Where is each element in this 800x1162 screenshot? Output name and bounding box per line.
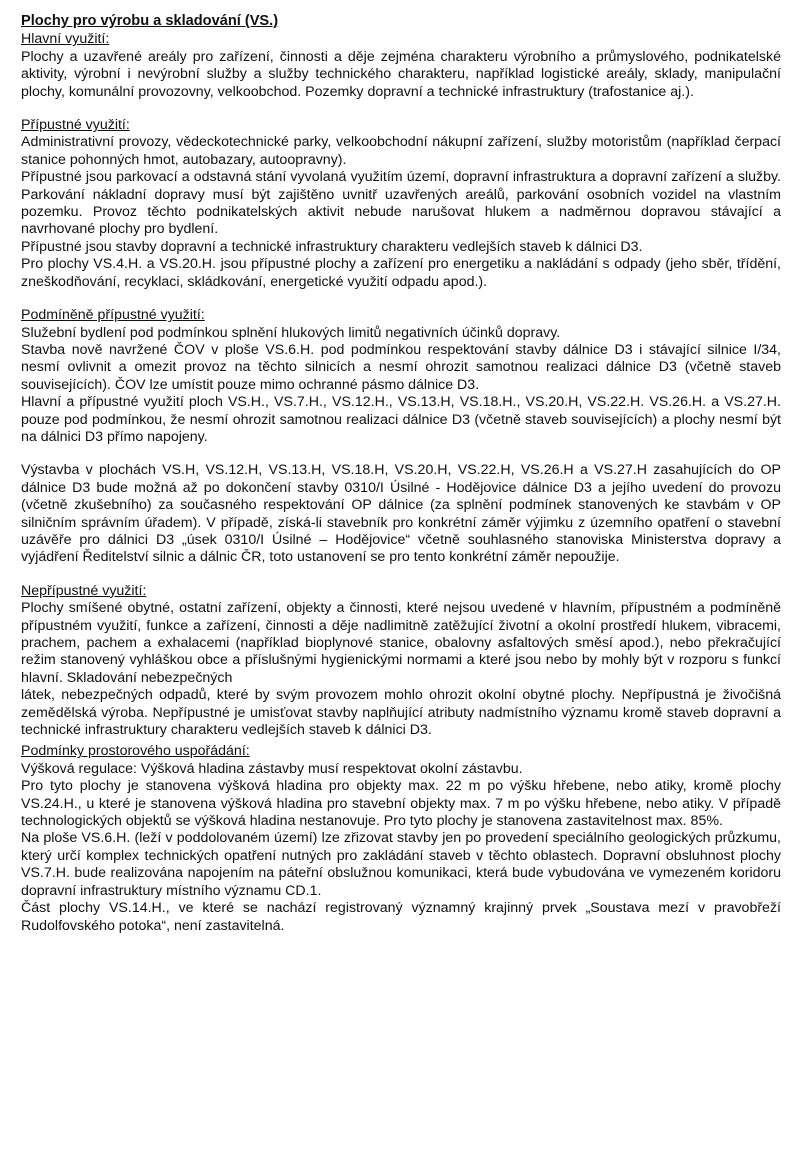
page-title: Plochy pro výrobu a skladování (VS.) bbox=[21, 13, 279, 29]
paragraph: Přípustné jsou parkovací a odstavná stání vyvolaná využitím území, dopravní infrastruktura a dopravní zařízení a služby. Parkování nákladní dopravy musí být zajištěno uvnitř uzavřených areálů, parkování osobních vozidel na vlastním pozemku. Provoz těchto podnikatelských aktivit nebude narušovat hlukem a nadměrnou dopravou stávající a navrhované plochy pro bydlení. bbox=[21, 169, 781, 238]
paragraph: Přípustné jsou stavby dopravní a technické infrastruktury charakteru vedlejších staveb k dálnici D3. bbox=[21, 238, 643, 255]
paragraph: Část plochy VS.14.H., ve které se nachází registrovaný významný krajinný prvek „Soustava mezí v pravobřeží Rudolfovského potoka“, není zastavitelná. bbox=[21, 900, 781, 934]
paragraph: Plochy smíšené obytné, ostatní zařízení, objekty a činnosti, které nejsou uvedené v hlavním, přípustném a podmíněně přípustném využití, funkce a zařízení, činnosti a děje nadlimitně zatěžující životní a okolní prostředí hlukem, vibracemi, prachem, pachem a exhalacemi (například bioplynové stanice, obalovny asfaltových směsí apod.), nebo překračující režim stanovený vyhláškou obce a příslušnými hygienickými normami a které jsou nebo by mohly být v rozporu s funkcí hlavní. Skladování nebezpečných bbox=[21, 600, 781, 686]
paragraph: Stavba nově navržené ČOV v ploše VS.6.H. pod podmínkou respektování stavby dálnice D3 i stávající silnice I/34, nesmí ovlivnit a omezit provoz na těchto silnicích a nesmí ohrozit samotnou realizaci dálnice D3 (včetně staveb souvisejících). ČOV lze umístit pouze mimo ochranné pásmo dálnice D3. bbox=[21, 341, 781, 393]
paragraph: Administrativní provozy, vědeckotechnické parky, velkoobchodní nákupní zařízení, služby motoristům (například čerpací stanice pohonných hmot, autobazary, autoopravny). bbox=[21, 134, 781, 168]
paragraph: Pro plochy VS.4.H. a VS.20.H. jsou přípustné plochy a zařízení pro energetiku a nakládání s odpady (jeho sběr, třídění, zneškodňování, recyklaci, skládkování, energetické využití odpadu apod.). bbox=[21, 256, 781, 290]
section-heading-permitted-use: Přípustné využití: bbox=[21, 117, 130, 134]
paragraph: Na ploše VS.6.H. (leží v poddolovaném území) lze zřizovat stavby jen po provedení speciálního geologických průzkumu, který určí komplex technických opatření nutných pro zakládání staveb v těchto oblastech. Dopravní obsluhnost plochy VS.7.H. bude realizována napojením na páteřní obslužnou komunikaci, která bude vybudována ve vymezeném koridoru dopravní infrastruktury místního významu CD.1. bbox=[21, 830, 781, 899]
paragraph: Hlavní a přípustné využití ploch VS.H., VS.7.H., VS.12.H., VS.13.H, VS.18.H., VS.20.H, VS.22.H. VS.26.H. a VS.27.H. pouze pod podmínkou, že nesmí ohrozit samotnou realizaci dálnice D3 (včetně staveb souvisejících) a plochy nesmí být na dálnici D3 přímo napojeny. bbox=[21, 394, 781, 445]
section-heading-spatial-conditions: Podmínky prostorového uspořádání: bbox=[21, 743, 250, 760]
paragraph: látek, nebezpečných odpadů, které by svým provozem mohlo ohrozit okolní obytné plochy. Nepřípustná je živočišná zemědělská výroba. Nepřípustné je umisťovat stavby naplňující atributy nadmístního významu kromě staveb dopravní a technické infrastruktury charakteru vedlejších staveb k dálnici D3. bbox=[21, 687, 781, 739]
paragraph: Pro tyto plochy je stanovena výšková hladina pro objekty max. 22 m po výšku hřebene, nebo atiky, kromě plochy VS.24.H., u které je stanovena výšková hladina pro stavební objekty max. 7 m po výšku hřebene, nebo atiky. V případě technologických objektů se výšková hladina nestanovuje. Pro tyto plochy je stanovena zastavitelnost max. 85%. bbox=[21, 778, 781, 830]
section-heading-main-use: Hlavní využití: bbox=[21, 31, 110, 48]
paragraph: Služební bydlení pod podmínkou splnění hlukových limitů negativních účinků dopravy. bbox=[21, 324, 561, 341]
paragraph: Výšková regulace: Výšková hladina zástavby musí respektovat okolní zástavbu. bbox=[21, 760, 523, 777]
paragraph: Výstavba v plochách VS.H, VS.12.H, VS.13.H, VS.18.H, VS.20.H, VS.22.H, VS.26.H a VS.27.H zasahujících do OP dálnice D3 bude možná až po dokončení stavby 0310/I Úsilné - Hodějovice dálnice D3 a jejího uvedení do provozu (včetně zkušebního) za současného respektování OP dálnice (za splnění podmínek stanovených ke stavbám v OP silničním správním úřadem). V případě, získá-li stavebník pro konkrétní záměr výjimku z územního opatření o stavební uzávěře pro dálnici D3 „úsek 0310/I Úsilné – Hodějovice“ včetně souhlasného stanoviska Ministerstva dopravy a vyjádření Ředitelství silnic a dálnic ČR, toto ustanovení se pro tento konkrétní záměr nepoužije. bbox=[21, 462, 781, 566]
document-page bbox=[21, 13, 781, 935]
section-heading-conditional-use: Podmíněně přípustné využití: bbox=[21, 307, 205, 324]
paragraph: Plochy a uzavřené areály pro zařízení, činnosti a děje zejména charakteru výrobního a průmyslového, podnikatelské aktivity, výrobní i nevýrobní služby a služby technického charakteru, například logistické areály, sklady, manipulační plochy, komunální provozovny, velkoobchod. Pozemky dopravní a technické infrastruktury (trafostanice aj.). bbox=[21, 48, 781, 100]
section-heading-forbidden-use: Nepřípustné využití: bbox=[21, 582, 147, 599]
